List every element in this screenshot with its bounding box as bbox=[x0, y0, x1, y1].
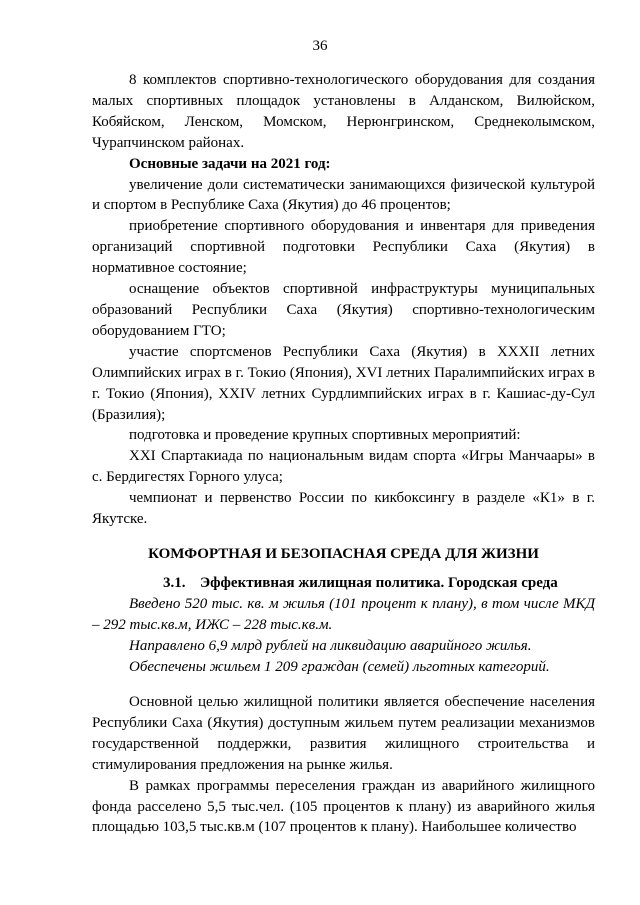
subsection-number: 3.1. bbox=[163, 575, 186, 591]
section-heading: КОМФОРТНАЯ И БЕЗОПАСНАЯ СРЕДА ДЛЯ ЖИЗНИ bbox=[148, 546, 539, 562]
highlight-item: Обеспечены жильем 1 209 граждан (семей) льготных категорий. bbox=[129, 658, 550, 675]
section-heading-block bbox=[92, 544, 595, 564]
task-item: приобретение спортивного оборудования и инвентаря для приведения организаций спортивной подготовки Республики Саха (Якутия) в нормативное состояние; bbox=[92, 218, 595, 277]
task-item: оснащение объектов спортивной инфраструктуры муниципальных образований Республики Саха (Якутия) спортивно-технологическим оборудованием ГТО; bbox=[92, 281, 595, 339]
task-item: XXI Спартакиада по национальным видам спорта «Игры Манчаары» в с. Бердигестях Горного улуса; bbox=[92, 448, 595, 486]
highlight-item: Направлено 6,9 млрд рублей на ликвидацию аварийного жилья. bbox=[129, 637, 532, 654]
sport-section-text bbox=[92, 70, 595, 530]
task-item: участие спортсменов Республики Саха (Якутия) в XXXII летних Олимпийских играх в г. Токио (Япония), XVI летних Паралимпийских играх в г. Токио (Япония), XXIV летних Сурдлимпийских играх в г. Кашиас-ду-Сул (Бразилия); bbox=[92, 343, 595, 423]
tasks-heading: Основные задачи на 2021 год: bbox=[129, 155, 331, 172]
paragraph-policy-goal: Основной целью жилищной политики является обеспечение населения Республики Саха (Якутия) доступным жильем путем реализации механизмов государственной поддержки, развития жилищного строительства и стимулирования предложения на рынке жилья. bbox=[92, 694, 595, 773]
task-item: увеличение доли систематически занимающихся физической культурой и спортом в Республике Саха (Якутия) до 46 процентов; bbox=[92, 176, 595, 214]
subsection-title: Эффективная жилищная политика. Городская среда bbox=[200, 575, 558, 591]
task-item: подготовка и проведение крупных спортивных мероприятий: bbox=[129, 427, 521, 444]
subsection-heading-block bbox=[92, 573, 595, 593]
page-number: 36 bbox=[312, 38, 328, 54]
task-item: чемпионат и первенство России по кикбоксингу в разделе «К1» в г. Якутске. bbox=[92, 490, 595, 528]
highlight-item: Введено 520 тыс. кв. м жилья (101 процент к плану), в том числе МКД – 292 тыс.кв.м, ИЖС – 228 тыс.кв.м. bbox=[92, 596, 595, 633]
paragraph-equipment: 8 комплектов спортивно-технологического оборудования для создания малых спортивных площадок установлены в Алданском, Вилюйском, Кобяйском, Ленском, Момском, Нерюнгринском, Среднеколымском, Чурапчинском районах. bbox=[92, 72, 595, 151]
highlights-block bbox=[92, 594, 595, 678]
paragraph-resettlement: В рамках программы переселения граждан из аварийного жилищного фонда расселено 5,5 тыс.чел. (105 процентов к плану) из аварийного жилья площадью 103,5 тыс.кв.м (107 процентов к плану). Наибольшее количество bbox=[92, 777, 595, 836]
housing-policy-text bbox=[92, 692, 595, 838]
subsection-heading bbox=[92, 573, 595, 593]
